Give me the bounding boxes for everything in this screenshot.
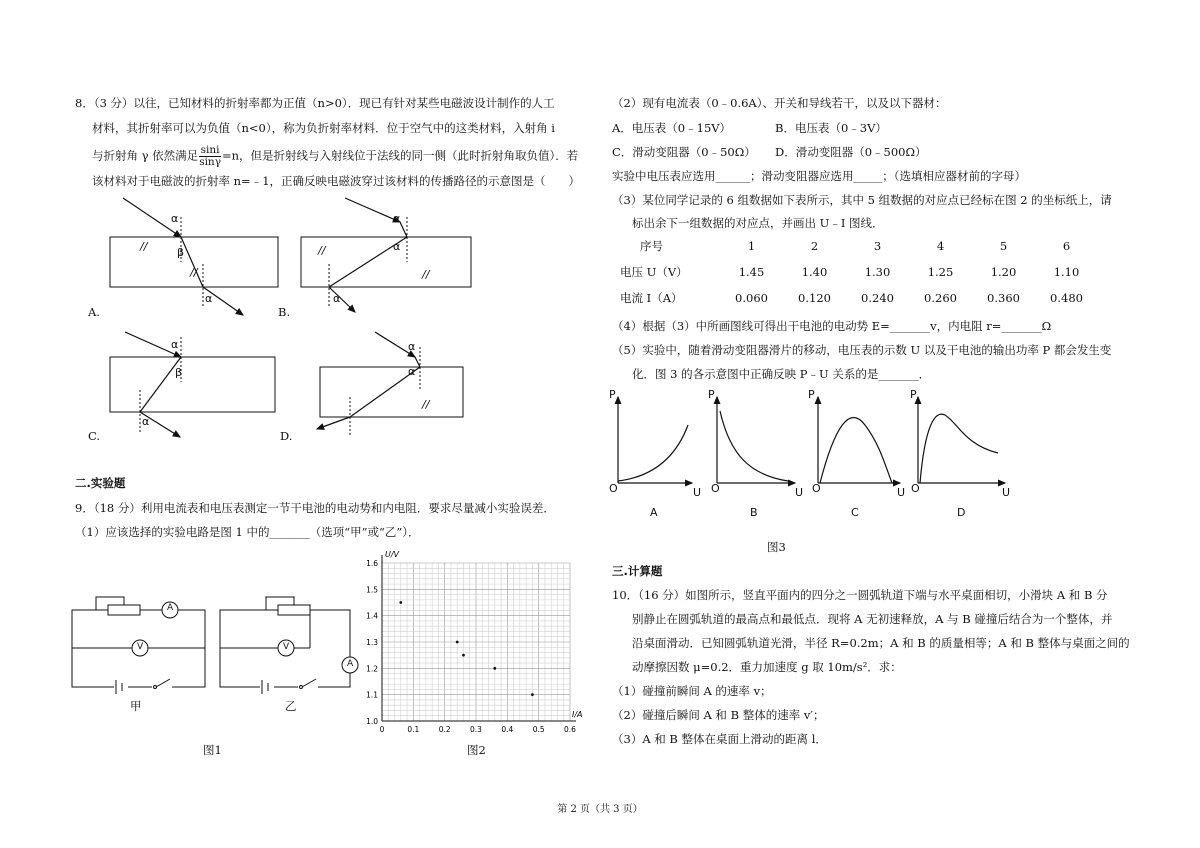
table-header: 电压 U（V）: [620, 265, 688, 279]
table-cell: 0.060: [735, 291, 768, 305]
y-axis-label: U/V: [385, 550, 400, 559]
q10-sub2: （2）碰撞后瞬间 A 和 B 整体的速率 v′；: [612, 708, 825, 722]
q9-line2: （1）应该选择的实验电路是图 1 中的_______（选项“甲”或“乙”）．: [75, 525, 420, 539]
q10-sub1: （1）碰撞前瞬间 A 的速率 v；: [612, 684, 772, 698]
data-point: [399, 601, 402, 604]
table-cell: 0.360: [987, 291, 1020, 305]
section-2-heading: 二.实验题: [75, 476, 126, 490]
pu-axis-u: U: [693, 486, 702, 499]
data-point: [531, 693, 534, 696]
hatch-mark: //: [318, 244, 326, 257]
pu-axis-p: P: [609, 388, 616, 401]
q10-line4: 动摩擦因数 μ=0.2．重力加速度 g 取 10m/s²．求：: [632, 660, 902, 674]
frac-numerator: sini: [200, 144, 220, 156]
pu-axis-u: U: [897, 486, 906, 499]
alpha-label: α: [171, 212, 179, 225]
q8-line3: [92, 145, 578, 168]
pu-axis-u: U: [795, 486, 804, 499]
x-tick-label: 0.5: [532, 725, 545, 734]
table-cell: 1.30: [864, 265, 891, 279]
pu-axis-u: U: [1002, 486, 1011, 499]
snell-fraction: [199, 145, 221, 168]
pu-origin: O: [812, 482, 821, 495]
x-tick-label: 0: [379, 725, 385, 734]
hatch-mark: //: [422, 268, 430, 281]
option-a-label: A.: [88, 305, 100, 319]
x-axis-label: I/A: [572, 710, 583, 719]
hatch-mark: //: [140, 240, 148, 253]
pu-graph-b: [717, 397, 795, 483]
pu-label-c: C: [851, 506, 859, 519]
table-cell: 0.480: [1050, 291, 1083, 305]
alpha-label: α: [408, 340, 416, 353]
x-tick-label: 0.2: [438, 725, 451, 734]
alpha-label: α: [408, 365, 416, 378]
circuit-diagrams: [60, 585, 360, 705]
x-tick-label: 0.4: [501, 725, 514, 734]
ammeter-label: A: [167, 603, 174, 613]
q9-part4: （4）根据（3）中所画图线可得出干电池的电动势 E=_______v，内电阻 r=_______Ω: [612, 319, 1052, 333]
pu-graph-d: [918, 397, 1005, 483]
pu-origin: O: [609, 482, 618, 495]
q9-part5-line2: 化．图 3 的各示意图中正确反映 P﹣U 关系的是_______．: [632, 367, 931, 381]
option-c-rheostat: C．滑动变阻器（0﹣50Ω）: [612, 145, 756, 159]
q9-part2-line4: 实验中电压表应选用______；滑动变阻器应选用_____；（选填相应器材前的字母）: [612, 169, 1026, 183]
option-b-label: B.: [278, 305, 291, 319]
option-b-diagram: [301, 198, 471, 312]
table-cell: 6: [1062, 239, 1071, 253]
q9-part3-line2: 标出余下一组数据的对应点，并画出 U﹣I 图线．: [632, 216, 884, 230]
data-point: [462, 654, 465, 657]
table-cell: 1: [747, 239, 756, 253]
chart-grid: [382, 563, 570, 721]
table-cell: 1.25: [927, 265, 954, 279]
y-tick-label: 1.5: [366, 585, 378, 595]
hatch-mark: //: [422, 398, 430, 411]
beta-label: β: [175, 366, 183, 379]
q10-line3: 沿桌面滑动．已知圆弧轨道光滑，半径 R=0.2m；A 和 B 的质量相等；A 和 B 整体与桌面之间的: [632, 636, 1130, 650]
figure-3-caption: 图3: [767, 540, 786, 554]
table-cell: 3: [873, 239, 882, 253]
alpha-label: α: [393, 212, 401, 225]
refraction-options-diagram: [85, 192, 505, 444]
table-cell: 0.240: [861, 291, 894, 305]
table-cell: 5: [999, 239, 1008, 253]
pu-axis-p: P: [910, 388, 917, 401]
option-c-diagram: [110, 332, 275, 437]
q8-line3-pre: 与折射角 γ 依然满足: [92, 148, 199, 163]
alpha-label: α: [142, 415, 150, 428]
pu-label-a: A: [650, 506, 658, 519]
data-table: [620, 233, 1098, 311]
alpha-label: α: [393, 240, 401, 253]
circuit-jia-label: 甲: [130, 699, 142, 713]
q10-line1: 10．（16 分）如图所示，竖直平面内的四分之一圆弧轨道下端与水平桌面相切，小滑块 A 和 B 分: [612, 588, 1108, 602]
table-cell: 1.10: [1053, 265, 1080, 279]
x-tick-label: 0.3: [470, 725, 482, 734]
table-row: [620, 233, 1098, 259]
pu-axis-p: P: [708, 388, 715, 401]
table-cell: 1.40: [801, 265, 828, 279]
q8-line2: 材料，其折射率可以为负值（n<0），称为负折射率材料．位于空气中的这类材料，入射角 i: [92, 121, 555, 135]
hatch-mark: //: [190, 266, 198, 279]
table-header: 序号: [640, 239, 663, 253]
x-tick-label: 0.6: [564, 725, 576, 734]
circuit-yi-label: 乙: [285, 699, 297, 713]
option-d-label: D.: [280, 429, 293, 443]
voltmeter-label: V: [137, 642, 144, 652]
option-b-voltmeter: B．电压表（0﹣3V）: [775, 121, 887, 135]
y-tick-label: 1.6: [366, 559, 378, 568]
x-tick-label: 0.1: [407, 725, 420, 734]
table-cell: 1.45: [738, 265, 765, 279]
y-tick-label: 1.0: [366, 717, 378, 726]
table-header: 电流 I（A）: [620, 291, 683, 305]
table-cell: 0.120: [798, 291, 831, 305]
pu-label-d: D: [957, 506, 966, 519]
option-d-diagram: [317, 332, 463, 437]
alpha-label: α: [205, 292, 213, 305]
table-row: [620, 285, 1098, 311]
u-i-chart: [350, 545, 590, 740]
option-d-rheostat: D．滑动变阻器（0﹣500Ω）: [775, 145, 927, 159]
figure-2-caption: 图2: [467, 743, 486, 757]
p-u-graphs: [600, 385, 1020, 520]
frac-denominator: sinγ: [199, 156, 221, 168]
ammeter-label: A: [347, 659, 354, 669]
data-point: [493, 667, 496, 670]
table-cell: 2: [810, 239, 819, 253]
option-a-diagram: [110, 198, 278, 315]
y-tick-label: 1.4: [366, 611, 378, 621]
q9-line1: 9．（18 分）利用电流表和电压表测定一节干电池的电动势和内电阻．要求尽量减小实验误差．: [75, 501, 555, 515]
alpha-label: α: [333, 292, 341, 305]
y-tick-label: 1.2: [366, 664, 378, 674]
pu-label-b: B: [750, 506, 758, 519]
option-c-label: C.: [88, 429, 101, 443]
table-cell: 0.260: [924, 291, 957, 305]
y-tick-label: 1.1: [366, 690, 378, 700]
page-footer: 第 2 页（共 3 页）: [557, 804, 643, 815]
data-point: [456, 641, 459, 644]
y-tick-label: 1.3: [366, 638, 378, 647]
beta-label: β: [177, 246, 185, 259]
table-row: [620, 259, 1098, 285]
alpha-label: α: [171, 338, 179, 351]
table-cell: 4: [936, 239, 945, 253]
table-cell: 1.20: [990, 265, 1017, 279]
q9-part3-line1: （3）某位同学记录的 6 组数据如下表所示，其中 5 组数据的对应点已经标在图 2 的坐标纸上，请: [612, 193, 1112, 207]
pu-graph-a: [618, 397, 692, 483]
q10-line2: 别静止在圆弧轨道的最高点和最低点．现将 A 无初速释放，A 与 B 碰撞后结合为一个整体，并: [632, 612, 1113, 626]
pu-origin: O: [911, 482, 920, 495]
pu-graph-c: [818, 397, 900, 483]
pu-origin: O: [711, 482, 720, 495]
option-a-voltmeter: A．电压表（0﹣15V）: [612, 121, 732, 135]
figure-1-caption: 图1: [203, 743, 222, 757]
q9-part5-line1: （5）实验中，随着滑动变阻器滑片的移动，电压表的示数 U 以及干电池的输出功率 P 都会发生变: [612, 343, 1112, 357]
section-3-heading: 三.计算题: [612, 564, 663, 578]
q8-line1: 8．（3 分）以往，已知材料的折射率都为正值（n>0）．现已有针对某些电磁波设计制作的人工: [75, 96, 555, 110]
voltmeter-label: V: [283, 642, 290, 652]
q10-sub3: （3）A 和 B 整体在桌面上滑动的距离 l．: [612, 732, 827, 746]
pu-axis-p: P: [808, 388, 815, 401]
q8-line3-post: =n，但是折射线与入射线位于法线的同一侧（此时折射角取负值）．若: [221, 148, 579, 163]
q8-line4: 该材料对于电磁波的折射率 n=﹣1，正确反映电磁波穿过该材料的传播路径的示意图是（ ）: [92, 174, 581, 188]
q9-part2-line1: （2）现有电流表（0﹣0.6A）、开关和导线若干，以及以下器材：: [612, 96, 947, 110]
